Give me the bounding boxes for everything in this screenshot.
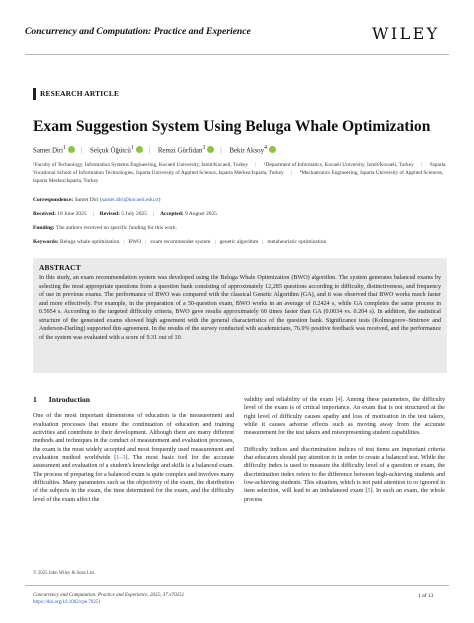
author-separator: | <box>220 147 222 155</box>
author-affiliation-sup: 3 <box>202 145 206 151</box>
author-list <box>33 145 276 154</box>
keyword[interactable]: metaheuristic optimization <box>267 239 327 245</box>
orcid-icon[interactable] <box>68 146 75 153</box>
affiliation: ²Department of Informatics, Kocaeli University, İzmit/Kocaeli, Turkey <box>263 162 414 168</box>
publisher-logo: WILEY <box>372 24 440 43</box>
right-column <box>244 396 445 512</box>
orcid-icon[interactable] <box>269 146 276 153</box>
abstract-heading: ABSTRACT <box>39 263 81 272</box>
keyword[interactable]: genetic algorithm <box>219 239 259 245</box>
revised-date: 5 July 2025 <box>121 211 147 217</box>
header-divider <box>25 54 449 55</box>
article-dates <box>33 211 217 217</box>
page-number: 1 of 13 <box>418 593 434 599</box>
footer-divider <box>25 585 449 586</box>
paragraph-text: ]. Among these parameters, the difficulty level of the exam is of critical importance. An exam that is not structured at the right level of difficulty causes apathy and loss of motivation in the test takers, while it causes adverse effects such as moving away from the accurate measurement for the test takers and misrepresenting student capabilities. <box>244 397 445 437</box>
section-heading <box>33 396 234 404</box>
copyright: © 2025 John Wiley & Sons Ltd. <box>33 571 95 576</box>
footer-journal-citation: Concurrency and Computation: Practice and Experience, 2025; 37:e70251 <box>33 593 185 598</box>
correspondence-text: Samet Diri ( <box>74 197 102 203</box>
received-label: Received: <box>33 211 56 217</box>
correspondence-email-link[interactable]: samet.diri@kocaeli.edu.tr <box>101 197 159 203</box>
accepted-date: 9 August 2025 <box>184 211 218 217</box>
received-date: 18 June 2025 <box>57 211 87 217</box>
paragraph-text: ]. In such an exam, the whole process <box>244 488 445 503</box>
funding <box>33 225 177 231</box>
keyword-separator: | <box>214 239 216 245</box>
author-name[interactable]: Samet Diri <box>33 147 64 155</box>
keyword[interactable]: Beluga whale optimization <box>60 239 120 245</box>
left-column <box>33 396 234 512</box>
article-type: RESEARCH ARTICLE <box>40 89 120 98</box>
affiliation: ⁴Mechatronics Engineering, Isparta University of Applied Sciences, Isparta Merkez/Isparta, Turkey <box>33 169 444 184</box>
accepted-label: Accepted: <box>160 211 184 217</box>
affiliation: ³Isparta Vocational School of Information Technologies, Isparta University of Applied Science, Isparta Merkez/Isparta, Turkey <box>33 162 446 176</box>
paragraph-text: validity and reliability of the exam [ <box>244 397 338 403</box>
keywords-label: Keywords: <box>33 239 59 245</box>
funding-text: The authors received no specific funding for this work. <box>56 225 178 231</box>
revised-label: Revised: <box>99 211 120 217</box>
keywords <box>33 239 326 245</box>
footer-citation <box>33 592 184 606</box>
abstract-box <box>33 258 447 373</box>
correspondence <box>33 197 161 203</box>
keyword-separator: | <box>262 239 264 245</box>
author-name[interactable]: Selçuk Öğütcü <box>90 147 131 155</box>
date-separator: | <box>92 211 94 217</box>
paragraph-text: One of the most important dimensions of education is the measurement and evaluation processes that ensure the continuation of education and training activities and contribute to their development. Although there are many different methods and techniques in the conduct of measurement and evaluation processes, the exam is the most widely accepted and most frequently used measurement and evaluation method worldwide [ <box>33 413 234 462</box>
abstract-text: In this study, an exam recommendation system was developed using the Beluga Whale Optimization (BWO) algorithm. The system generates balanced exams by selecting the most appropriate questions from a question bank consisting of approximately 12,285 questions according to difficulty, distinctiveness, and frequency of use in previous exams. The performance of BWO was compared with the classical Genetic Algorithm (GA), and it was observed that BWO works much faster and more effectively. For example, in the preparation of a 50-question exam, BWO works in an average of 0.2424 s, while GA completes the same process in 0.5954 s. According to the targeted difficulty criteria, BWO gave results approximately 60 times faster than GA (0.0034 vs. 0.204 s). In addition, the statistical structure of the generated exams showed high agreement with the general characteristics of the question bank. Significance tests (Kolmogorov–Smirnov and Anderson-Darling) supported this agreement. In the results of the survey conducted with academicians, 76.9% positive feedback was received, and the performance of the system was evaluated with a score of 9.31 out of 10. <box>39 275 441 341</box>
affiliation-separator: | <box>291 169 293 176</box>
orcid-icon[interactable] <box>136 146 143 153</box>
citation-link[interactable]: 4 <box>337 397 341 403</box>
article-title: Exam Suggestion System Using Beluga Whale Optimization <box>33 118 431 135</box>
journal-title: Concurrency and Computation: Practice and Experience <box>25 26 251 37</box>
citation-link[interactable]: 5 <box>367 488 371 495</box>
author-name[interactable]: Bekir Aksoy <box>229 147 265 155</box>
paragraph-text: Difficulty indices and discrimination indices of test items are important criteria that educators should pay attention to in order to create a balanced test. While the difficulty index is used to measure the difficulty level of a question or exam, the discrimination index refers to the difference between high-achieving students and low-achieving students. This situation, which is not paid attention to or ignored in item selection, will lead to an imbalanced exam [ <box>244 446 445 495</box>
orcid-icon[interactable] <box>207 146 214 153</box>
citation-link[interactable]: 1–3 <box>116 455 126 462</box>
correspondence-close: ) <box>158 197 161 203</box>
paragraph-text: ]. The most basic tool for the accurate assessment and evaluation of a student's knowledge and skills is a balanced exam. The process of preparing for a balanced exam is quite complex and involves many difficulties. Many parameters such as the objectivity of the exam, the distribution of the subjects in the exam, the time determined for the exam, and the difficulty level of the exam affect the <box>33 455 234 503</box>
section-number: 1 <box>33 395 37 404</box>
keyword-separator: | <box>145 239 147 245</box>
keyword[interactable]: exam recommender system <box>150 239 211 245</box>
body-paragraph <box>33 412 234 504</box>
doi-link[interactable]: https://doi.org/10.1002/cpe.70251 <box>33 600 101 605</box>
author-affiliation-sup: 4 <box>264 145 267 151</box>
body-paragraph <box>244 446 445 504</box>
article-type-marker <box>33 88 36 100</box>
affiliation: ¹Faculty of Technology, Information Systems Engineering, Kocaeli University, İzmit/Kocaeli, Turkey <box>33 162 249 168</box>
keyword[interactable]: BWO <box>128 239 142 245</box>
date-separator: | <box>152 211 155 217</box>
body-paragraph <box>244 396 445 438</box>
funding-label: Funding: <box>33 225 55 231</box>
author-separator: | <box>80 147 83 155</box>
author-affiliation-sup: 1 <box>63 145 66 151</box>
affiliation-separator: | <box>421 162 423 168</box>
section-title: Introduction <box>48 395 91 404</box>
affiliations <box>33 162 451 185</box>
keyword-separator: | <box>123 239 125 245</box>
affiliation-separator: | <box>255 162 257 168</box>
author-separator: | <box>148 147 151 155</box>
correspondence-label: Correspondence: <box>33 197 74 203</box>
author-name[interactable]: Remzi Gürfidan <box>157 147 203 155</box>
author-affiliation-sup: 1 <box>130 145 134 151</box>
